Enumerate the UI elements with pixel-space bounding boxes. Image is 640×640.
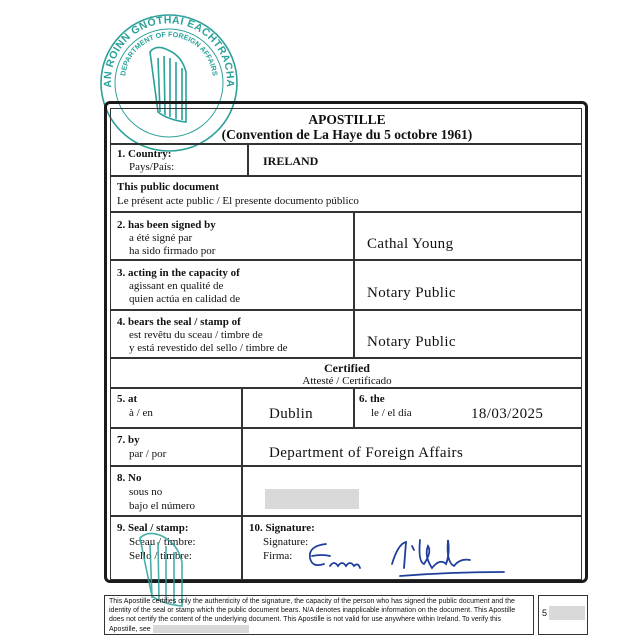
signed-by-label-cell xyxy=(110,212,354,260)
by-label-alt: par / por xyxy=(129,448,167,460)
seal-outer-text: AN ROINN GNÓTHAÍ EACHTRACHA xyxy=(101,14,237,88)
public-document-label-alt: Le présent acte public / El presente documento público xyxy=(117,195,359,207)
redacted-number xyxy=(265,489,359,509)
country-value-cell xyxy=(248,144,582,176)
at-label-alt: à / en xyxy=(129,407,153,419)
seal-of-alt-fr: est revêtu du sceau / timbre de xyxy=(129,329,263,341)
signed-by-value-cell xyxy=(354,212,582,260)
date-cell xyxy=(354,388,582,428)
country-value: IRELAND xyxy=(263,154,319,168)
apostille-table xyxy=(110,108,582,580)
apostille-title: APOSTILLE xyxy=(308,112,386,127)
by-value-cell xyxy=(242,428,582,466)
date-label: 6. the xyxy=(359,393,385,405)
seal-stamp-alt-es: Sello / timbre: xyxy=(129,550,192,562)
capacity-alt-fr: agissant en qualité de xyxy=(129,280,224,292)
footer-number-cell xyxy=(538,595,588,635)
redacted-url xyxy=(153,625,249,633)
capacity-label: 3. acting in the capacity of xyxy=(117,267,240,279)
footer-text: This Apostille certifies only the authenticity of the signature, the capacity of the person who has signed the public document and the identity of the seal or stamp which the public document bears. N/A denotes inapplicable information on the document. This Apostille does not certify the content of the underlying document. This Apostille is not valid for use anywhere within Ireland. To verify this Apostille, see xyxy=(109,598,516,633)
by-value: Department of Foreign Affairs xyxy=(269,445,464,461)
capacity-alt-es: quien actúa en calidad de xyxy=(129,293,241,305)
header-cell xyxy=(110,108,582,144)
footer-number-prefix: 5 xyxy=(542,608,548,618)
number-label-cell xyxy=(110,466,242,516)
public-document-cell xyxy=(110,176,582,212)
signature-label: 10. Signature: xyxy=(249,522,315,534)
redacted-footer-number xyxy=(549,606,585,620)
at-label: 5. at xyxy=(117,393,138,405)
by-label-cell xyxy=(110,428,242,466)
at-label-cell xyxy=(110,388,242,428)
number-label-alt-fr: sous no xyxy=(129,486,163,498)
at-value-cell xyxy=(242,388,354,428)
signed-by-value: Cathal Young xyxy=(367,236,454,252)
seal-of-label: 4. bears the seal / stamp of xyxy=(117,316,241,328)
country-label: 1. Country: xyxy=(117,148,172,160)
certified-cell xyxy=(110,358,582,388)
seal-of-value: Notary Public xyxy=(367,334,456,350)
number-label-alt-es: bajo el número xyxy=(129,500,195,512)
public-document-label: This public document xyxy=(117,181,220,193)
country-label-alt: Pays/País: xyxy=(129,161,175,173)
country-label-cell xyxy=(110,144,248,176)
signature-label-alt-es: Firma: xyxy=(263,550,293,562)
seal-of-alt-es: y está revestido del sello / timbre de xyxy=(129,342,288,354)
seal-stamp-alt-fr: Sceau / timbre: xyxy=(129,536,196,548)
number-label: 8. No xyxy=(117,472,142,484)
seal-of-value-cell xyxy=(354,310,582,358)
certified-label: Certified xyxy=(324,361,370,375)
date-label-alt: le / el día xyxy=(371,407,412,419)
capacity-value: Notary Public xyxy=(367,285,456,301)
certified-label-alt: Attesté / Certificado xyxy=(302,375,392,387)
seal-stamp-label: 9. Seal / stamp: xyxy=(117,522,189,534)
capacity-label-cell xyxy=(110,260,354,310)
footer-disclaimer xyxy=(104,595,534,635)
number-value-cell xyxy=(242,466,582,516)
signature-label-alt-fr: Signature: xyxy=(263,536,309,548)
seal-inner-text: DEPARTMENT OF FOREIGN AFFAIRS xyxy=(118,29,220,77)
at-value: Dublin xyxy=(269,406,314,422)
seal-of-label-cell xyxy=(110,310,354,358)
signed-by-label: 2. has been signed by xyxy=(117,219,216,231)
signed-by-alt-fr: a été signé par xyxy=(129,232,193,244)
date-value: 18/03/2025 xyxy=(471,406,544,422)
by-label: 7. by xyxy=(117,434,140,446)
signed-by-alt-es: ha sido firmado por xyxy=(129,245,216,257)
capacity-value-cell xyxy=(354,260,582,310)
convention-subtitle: (Convention de La Haye du 5 octobre 1961) xyxy=(221,127,473,142)
handwritten-signature xyxy=(300,534,510,582)
